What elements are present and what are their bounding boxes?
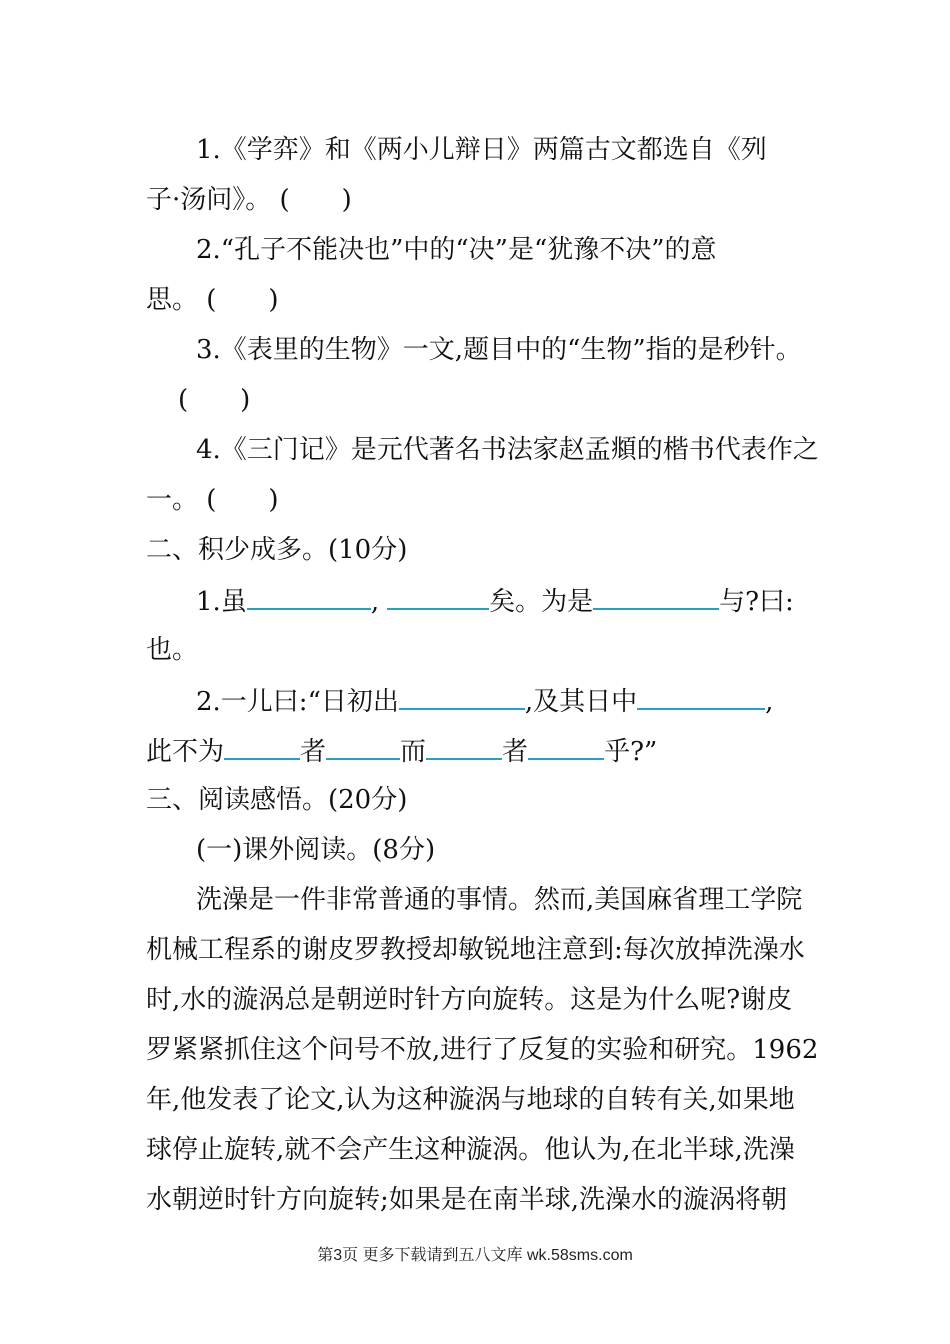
reading-line-5: 年,他发表了论文,认为这种漩涡与地球的自转有关,如果地 <box>146 1085 795 1115</box>
section2-heading: 二、积少成多。(10分) <box>146 535 408 565</box>
fill-q2-end: , <box>765 687 774 717</box>
fill-blank <box>326 732 400 760</box>
fill-blank <box>593 582 719 610</box>
fill-blank <box>399 682 525 710</box>
fill-q2-zhe2: 者 <box>502 737 529 767</box>
judge-q1-line2: 子·汤问》。 ( ) <box>146 185 352 215</box>
reading-line-2: 机械工程系的谢皮罗教授却敏锐地注意到:每次放掉洗澡水 <box>146 935 805 965</box>
judge-q3-line1: 3.《表里的生物》一文,题目中的“生物”指的是秒针。 <box>196 335 802 365</box>
reading-line-7: 水朝逆时针方向旋转;如果是在南半球,洗澡水的漩涡将朝 <box>146 1185 788 1215</box>
judge-q4-line1: 4.《三门记》是元代著名书法家赵孟頫的楷书代表作之 <box>196 435 819 465</box>
fill-q2-end2: 乎?” <box>604 737 658 767</box>
reading-line-6: 球停止旋转,就不会产生这种漩涡。他认为,在北半球,洗澡 <box>146 1135 795 1165</box>
reading-line-4: 罗紧紧抓住这个问号不放,进行了反复的实验和研究。1962 <box>146 1035 819 1065</box>
fill-q2-zhe1: 者 <box>300 737 327 767</box>
fill-blank <box>224 732 300 760</box>
fill-blank <box>637 682 765 710</box>
fill-blank <box>247 582 371 610</box>
fill-q1-comma: , <box>370 587 380 617</box>
judge-q3-line2: ( ) <box>178 385 251 415</box>
fill-q1-line2: 也。 <box>146 635 199 665</box>
judge-q2-line2: 思。 ( ) <box>146 285 279 315</box>
page-footer: 第3页 更多下载请到五八文库 wk.58sms.com <box>317 1247 633 1264</box>
reading-line-3: 时,水的漩涡总是朝逆时针方向旋转。这是为什么呢?谢皮 <box>146 985 793 1015</box>
judge-q1-line1: 1.《学弈》和《两小儿辩日》两篇古文都选自《列 <box>196 135 767 165</box>
fill-q2-start: 2.一儿曰:“日初出 <box>196 687 399 717</box>
fill-q2-mid: ,及其日中 <box>524 687 638 717</box>
fill-q2-er: 而 <box>400 737 427 767</box>
fill-q1-start: 1.虽 <box>196 587 247 617</box>
fill-q1-mid: 矣。为是 <box>489 587 594 617</box>
fill-q1-end: 与?曰: <box>719 587 794 617</box>
fill-blank <box>528 732 604 760</box>
fill-blank <box>426 732 502 760</box>
fill-q2-l2-start: 此不为 <box>146 737 225 767</box>
fill-q1-line1 <box>196 582 794 620</box>
section3-subheading: (一)课外阅读。(8分) <box>196 835 436 865</box>
reading-line-1: 洗澡是一件非常普通的事情。然而,美国麻省理工学院 <box>196 885 803 915</box>
fill-blank <box>387 582 489 610</box>
fill-q2-line2 <box>146 732 657 770</box>
section3-heading: 三、阅读感悟。(20分) <box>146 785 408 815</box>
fill-q2-line1 <box>196 682 773 720</box>
judge-q4-line2: 一。 ( ) <box>146 485 279 515</box>
judge-q2-line1: 2.“孔子不能决也”中的“决”是“犹豫不决”的意 <box>196 235 717 265</box>
